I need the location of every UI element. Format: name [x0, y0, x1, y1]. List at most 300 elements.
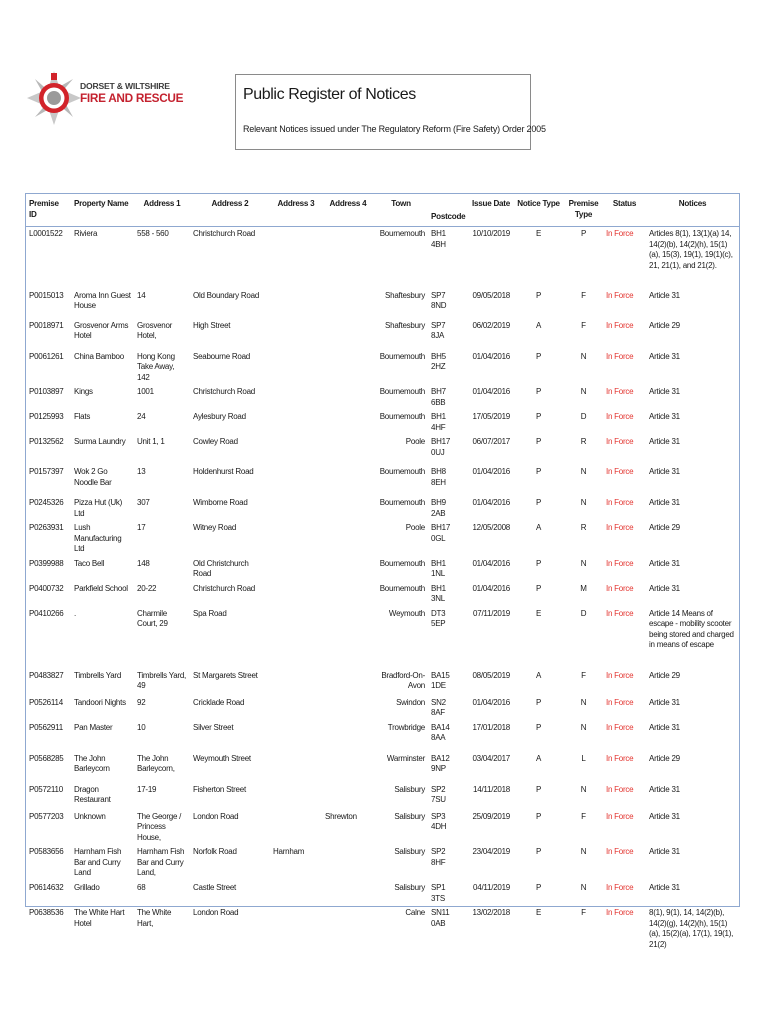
cell-issue-date: 17/05/2019 — [472, 412, 510, 421]
cell-issue-date: 03/04/2017 — [472, 753, 510, 763]
cell-town: Calne — [405, 908, 425, 917]
cell-postcode: SP3 4DH — [431, 811, 447, 831]
cell-notice-type: P — [535, 437, 542, 446]
cell-address2: London Road — [193, 908, 239, 917]
cell-premise-id: P0399988 — [29, 558, 64, 568]
cell-premise-id: P0483827 — [29, 670, 64, 680]
cell-notices: Article 29 — [649, 753, 680, 763]
cell-address4 — [322, 385, 374, 410]
table-row — [26, 227, 739, 289]
cell-address3 — [270, 696, 322, 721]
cell-property-name: Riviera — [74, 229, 98, 238]
cell-address1: Timbrells Yard, 49 — [137, 670, 187, 690]
cell-property-name: Surma Laundry — [74, 437, 126, 446]
cell-premise-type: N — [580, 351, 587, 361]
table-row — [26, 435, 739, 465]
cell-status: In Force — [606, 883, 634, 892]
cell-premise-type: N — [580, 498, 587, 507]
cell-property-name: Unknown — [74, 811, 106, 821]
cell-notice-type: P — [535, 290, 542, 300]
cell-property-name: Kings — [74, 387, 93, 396]
cell-premise-id: P0568285 — [29, 753, 64, 763]
col-status: Status — [612, 199, 637, 208]
cell-address2: Christchurch Road — [193, 583, 255, 593]
cell-town: Bournemouth — [379, 583, 425, 593]
cell-address4 — [322, 319, 374, 350]
cell-premise-type: D — [580, 608, 587, 618]
cell-status: In Force — [606, 784, 634, 794]
cell-address2: Spa Road — [193, 608, 227, 618]
table-row — [26, 721, 739, 752]
cell-notices: Article 31 — [649, 412, 680, 421]
cell-notices: Article 31 — [649, 351, 680, 361]
cell-premise-id: P0410266 — [29, 608, 64, 618]
cell-notice-type: P — [535, 722, 542, 732]
cell-status: In Force — [606, 498, 634, 507]
table-row — [26, 669, 739, 696]
cell-address2: Holdenhurst Road — [193, 467, 254, 476]
cell-postcode: BH17 0UJ — [431, 437, 451, 457]
cell-property-name: Pizza Hut (Uk) Ltd — [74, 498, 123, 518]
cell-property-name: The White Hart Hotel — [74, 908, 125, 928]
cell-premise-id: P0583656 — [29, 847, 64, 856]
cell-notices: Article 29 — [649, 523, 680, 532]
cell-address3 — [270, 881, 322, 906]
col-postcode-label: Postcode — [431, 211, 466, 221]
table-body — [26, 227, 739, 959]
cell-address3 — [270, 906, 322, 958]
cell-status: In Force — [606, 908, 634, 917]
table-row — [26, 521, 739, 557]
cell-property-name: . — [74, 608, 76, 618]
cell-issue-date: 07/11/2019 — [473, 608, 510, 618]
cell-address4 — [322, 435, 374, 465]
cell-property-name: Flats — [74, 412, 91, 421]
cell-address3 — [270, 607, 322, 669]
table-row — [26, 696, 739, 721]
cell-address4 — [322, 696, 374, 721]
cell-notices: Article 31 — [649, 437, 680, 446]
cell-property-name: Harnham Fish Bar and Curry Land — [74, 847, 122, 877]
col-address3: Address 3 — [277, 199, 315, 208]
cell-town: Bournemouth — [379, 351, 425, 361]
cell-notices: Article 31 — [649, 290, 680, 300]
cell-premise-id: P0157397 — [29, 467, 64, 476]
cell-status: In Force — [606, 467, 634, 476]
cell-issue-date: 23/04/2019 — [472, 847, 510, 856]
cell-premise-type: F — [581, 670, 586, 680]
cell-notice-type: P — [535, 784, 542, 794]
cell-address1: 558 - 560 — [137, 229, 169, 238]
cell-premise-type: L — [581, 753, 586, 763]
cell-address1: The White Hart, — [137, 908, 172, 928]
cell-address2: Silver Street — [193, 722, 234, 732]
cell-notice-type: P — [535, 811, 542, 821]
col-town: Town — [391, 199, 411, 208]
cell-status: In Force — [606, 811, 634, 821]
col-premise-id: Premise ID — [29, 199, 59, 219]
cell-notice-type: P — [535, 498, 542, 507]
cell-town: Poole — [405, 437, 425, 446]
cell-postcode: BA14 8AA — [431, 722, 450, 742]
cell-town: Bournemouth — [379, 558, 425, 568]
cell-property-name: Tandoori Nights — [74, 697, 126, 707]
col-notice-type: Notice Type — [517, 199, 560, 208]
cell-premise-id: P0061261 — [29, 351, 64, 361]
cell-postcode: BH8 8EH — [431, 467, 446, 487]
cell-postcode: BH1 1NL — [431, 558, 446, 578]
cell-issue-date: 09/05/2018 — [472, 290, 510, 300]
cell-town: Weymouth — [388, 608, 425, 618]
cell-notices: Article 31 — [649, 558, 680, 568]
cell-notice-type: P — [535, 883, 542, 892]
cell-notices: Article 31 — [649, 387, 680, 396]
cell-notices: Article 31 — [649, 498, 680, 507]
cell-issue-date: 08/05/2019 — [472, 670, 510, 680]
cell-address3 — [270, 435, 322, 465]
cell-notices: Article 31 — [649, 883, 680, 892]
cell-premise-type: N — [580, 387, 587, 396]
cell-town: Salisbury — [394, 811, 425, 821]
cell-premise-type: R — [580, 437, 587, 446]
cell-property-name: Aroma Inn Guest House — [74, 290, 131, 310]
cell-status: In Force — [606, 753, 634, 763]
cell-address3 — [270, 783, 322, 810]
cell-notice-type: A — [535, 523, 542, 532]
cell-address2: London Road — [193, 811, 239, 821]
cell-notice-type: P — [535, 351, 542, 361]
cell-town: Shaftesbury — [385, 320, 425, 330]
cell-notices: Article 31 — [649, 697, 680, 707]
cell-status: In Force — [606, 583, 634, 593]
cell-postcode: SP7 8ND — [431, 290, 447, 310]
cell-status: In Force — [606, 320, 634, 330]
cell-premise-type: N — [580, 883, 587, 892]
table-row — [26, 496, 739, 521]
table-row — [26, 557, 739, 582]
cell-address4 — [322, 410, 374, 435]
cell-address3 — [270, 669, 322, 696]
cell-issue-date: 06/07/2017 — [472, 437, 510, 446]
notices-table — [26, 194, 739, 958]
page-title: Public Register of Notices — [243, 86, 416, 103]
cell-premise-type: M — [580, 583, 587, 593]
cell-notices: Article 31 — [649, 847, 680, 856]
cell-address1: 148 — [137, 558, 150, 568]
col-address1: Address 1 — [143, 199, 181, 208]
cell-status: In Force — [606, 670, 634, 680]
cell-property-name: Wok 2 Go Noodle Bar — [74, 467, 112, 487]
cell-notice-type: E — [535, 229, 542, 238]
cell-address4 — [322, 752, 374, 783]
cell-address2: Christchurch Road — [193, 387, 255, 396]
cell-address1: The George / Princess House, — [137, 811, 182, 842]
cell-address2: Old Boundary Road — [193, 290, 260, 300]
cell-property-name: The John Barleycorn — [74, 753, 110, 773]
cell-premise-id: P0263931 — [29, 523, 64, 532]
cell-town: Salisbury — [394, 847, 425, 856]
cell-address4 — [322, 721, 374, 752]
cell-address2: Norfolk Road — [193, 847, 237, 856]
cell-address4 — [322, 557, 374, 582]
organisation-name-line1: DORSET & WILTSHIRE — [80, 81, 170, 91]
cell-notices: Article 31 — [649, 722, 680, 732]
cell-address3 — [270, 521, 322, 557]
cell-address4 — [322, 289, 374, 319]
cell-address4 — [322, 845, 374, 881]
cell-address3 — [270, 319, 322, 350]
cell-address2: Fisherton Street — [193, 784, 246, 794]
table-row — [26, 752, 739, 783]
cell-premise-type: N — [580, 784, 587, 794]
cell-address3 — [270, 582, 322, 607]
cell-postcode: BA12 9NP — [431, 753, 450, 773]
cell-status: In Force — [606, 290, 634, 300]
cell-address4 — [322, 465, 374, 496]
col-premise-type: Premise Type — [568, 199, 599, 219]
cell-postcode: SP1 3TS — [431, 883, 446, 903]
cell-address3 — [270, 410, 322, 435]
cell-address3: Harnham — [273, 847, 305, 856]
cell-notice-type: E — [535, 608, 542, 618]
organisation-logo — [27, 58, 184, 154]
cell-address4 — [322, 350, 374, 386]
cell-address3 — [270, 810, 322, 846]
cell-issue-date: 12/05/2008 — [472, 523, 510, 532]
cell-address1: Unit 1, 1 — [137, 437, 165, 446]
cell-premise-type: F — [581, 908, 586, 917]
cell-status: In Force — [606, 697, 634, 707]
cell-postcode: DT3 5EP — [431, 608, 446, 628]
cell-address1: 92 — [137, 697, 146, 707]
cell-town: Swindon — [396, 697, 425, 707]
notices-register — [25, 193, 740, 949]
cell-address3 — [270, 496, 322, 521]
cell-address4 — [322, 227, 374, 289]
organisation-name-line2: FIRE AND RESCUE — [80, 90, 184, 105]
cell-address3 — [270, 350, 322, 386]
cell-address2: Old Christchurch Road — [193, 558, 249, 578]
table-row — [26, 465, 739, 496]
cell-town: Bournemouth — [379, 387, 425, 396]
cell-premise-id: P0572110 — [29, 784, 63, 794]
table-row — [26, 319, 739, 350]
cell-status: In Force — [606, 387, 634, 396]
cell-premise-id: P0103897 — [29, 387, 64, 396]
table-row — [26, 810, 739, 846]
cell-town: Bournemouth — [379, 412, 425, 421]
table-row — [26, 410, 739, 435]
cell-postcode: BH17 0GL — [431, 523, 451, 543]
cell-postcode: SP2 7SU — [431, 784, 446, 804]
cell-notice-type: P — [535, 412, 542, 421]
cell-address3 — [270, 721, 322, 752]
cell-notices: Article 31 — [649, 583, 680, 593]
cell-town: Bournemouth — [379, 498, 425, 507]
cell-address2: Cowley Road — [193, 437, 238, 446]
cell-premise-id: P0018971 — [29, 320, 64, 330]
cell-address1: 24 — [137, 412, 146, 421]
table-row — [26, 289, 739, 319]
cell-town: Poole — [405, 523, 425, 532]
cell-status: In Force — [606, 351, 634, 361]
col-postcode — [428, 194, 466, 227]
cell-address2: Castle Street — [193, 883, 236, 892]
cell-address3 — [270, 385, 322, 410]
cell-town: Shaftesbury — [385, 290, 425, 300]
cell-status: In Force — [606, 608, 634, 618]
cell-premise-type: N — [580, 558, 587, 568]
cell-town: Salisbury — [394, 784, 425, 794]
cell-notices: Article 31 — [649, 784, 680, 794]
cell-notices: Article 14 Means of escape - mobility scooter being stored and charged in means of escape — [649, 608, 734, 649]
cell-issue-date: 25/09/2019 — [472, 811, 510, 821]
table-row — [26, 906, 739, 958]
cell-issue-date: 06/02/2019 — [472, 320, 510, 330]
cell-premise-type: F — [581, 320, 586, 330]
cell-postcode: BH7 6BB — [431, 387, 446, 407]
cell-address1: Grosvenor Hotel, — [137, 320, 173, 340]
cell-property-name: Grillado — [74, 883, 100, 892]
title-box — [235, 74, 546, 150]
cell-notice-type: E — [535, 908, 542, 917]
cell-address3 — [270, 289, 322, 319]
cell-property-name: Lush Manufacturing Ltd — [74, 523, 122, 553]
cell-issue-date: 14/11/2018 — [473, 784, 510, 794]
cell-premise-type: R — [580, 523, 587, 532]
cell-status: In Force — [606, 412, 634, 421]
cell-notice-type: A — [535, 670, 542, 680]
cell-notices: Article 31 — [649, 467, 680, 476]
cell-postcode: SP2 8HF — [431, 847, 446, 867]
table-row — [26, 845, 739, 881]
cell-notice-type: A — [535, 320, 542, 330]
col-address4: Address 4 — [329, 199, 367, 208]
table-row — [26, 881, 739, 906]
cell-premise-id: L0001522 — [29, 229, 63, 238]
cell-address4 — [322, 496, 374, 521]
cell-premise-id: P0400732 — [29, 583, 64, 593]
cell-address1: 17-19 — [137, 784, 157, 794]
cell-address2: St Margarets Street — [193, 670, 258, 680]
cell-address3 — [270, 557, 322, 582]
cell-premise-id: P0125993 — [29, 412, 64, 421]
cell-notice-type: P — [535, 558, 542, 568]
cell-address2: High Street — [193, 320, 231, 330]
cell-town: Warminster — [386, 753, 425, 763]
cell-premise-id: P0614632 — [29, 883, 64, 892]
table-row — [26, 783, 739, 810]
table-row — [26, 582, 739, 607]
fire-service-crest-icon — [27, 58, 83, 154]
cell-issue-date: 17/01/2018 — [472, 722, 510, 732]
cell-property-name: Dragon Restaurant — [74, 784, 111, 804]
cell-address4 — [322, 582, 374, 607]
cell-issue-date: 01/04/2016 — [472, 583, 510, 593]
table-header-row — [26, 194, 739, 227]
cell-notice-type: P — [535, 583, 542, 593]
cell-address1: 307 — [137, 498, 150, 507]
cell-property-name: Parkfield School — [74, 583, 128, 593]
cell-issue-date: 01/04/2016 — [472, 387, 510, 396]
cell-postcode: BH1 4HF — [431, 412, 446, 432]
cell-address2: Witney Road — [193, 523, 237, 532]
cell-status: In Force — [606, 229, 634, 238]
page-subtitle: Relevant Notices issued under The Regulatory Reform (Fire Safety) Order 2005 — [243, 124, 546, 134]
cell-premise-type: N — [580, 847, 587, 856]
cell-address1: 17 — [137, 523, 146, 532]
cell-notice-type: P — [535, 847, 542, 856]
cell-address2: Aylesbury Road — [193, 412, 246, 421]
cell-premise-type: N — [580, 467, 587, 476]
cell-address4: Shrewton — [325, 811, 357, 821]
cell-premise-type: N — [580, 697, 587, 707]
cell-premise-id: P0245326 — [29, 498, 64, 507]
cell-notice-type: P — [535, 467, 542, 476]
cell-town: Bournemouth — [379, 467, 425, 476]
cell-premise-id: P0562911 — [29, 722, 63, 732]
cell-address1: 14 — [137, 290, 146, 300]
cell-postcode: SN11 0AB — [431, 908, 450, 928]
cell-notices: 8(1), 9(1), 14, 14(2)(b), 14(2)(g), 14(2)(h), 15(1)(a), 15(2)(a), 17(1), 19(1), 21(2) — [649, 908, 734, 949]
cell-address4 — [322, 607, 374, 669]
cell-premise-type: D — [580, 412, 587, 421]
cell-issue-date: 04/11/2019 — [473, 883, 510, 892]
cell-address4 — [322, 521, 374, 557]
cell-issue-date: 01/04/2016 — [472, 351, 510, 361]
cell-town: Salisbury — [394, 883, 425, 892]
table-row — [26, 350, 739, 386]
cell-premise-type: P — [580, 229, 587, 238]
cell-address2: Christchurch Road — [193, 229, 255, 238]
cell-postcode: BA15 1DE — [431, 670, 450, 690]
cell-notices: Article 29 — [649, 670, 680, 680]
cell-issue-date: 01/04/2016 — [472, 498, 510, 507]
cell-address2: Weymouth Street — [193, 753, 251, 763]
cell-address1: 20-22 — [137, 583, 157, 593]
cell-property-name: Taco Bell — [74, 558, 105, 568]
cell-status: In Force — [606, 558, 634, 568]
col-property-name: Property Name — [74, 199, 129, 208]
table-row — [26, 385, 739, 410]
table-row — [26, 607, 739, 669]
cell-property-name: China Bamboo — [74, 351, 124, 361]
cell-address3 — [270, 465, 322, 496]
cell-status: In Force — [606, 523, 634, 532]
cell-address1: 10 — [137, 722, 146, 732]
cell-address1: Hong Kong Take Away, 142 — [137, 351, 175, 382]
cell-address1: The John Barleycorn, — [137, 753, 175, 773]
cell-premise-type: F — [581, 290, 586, 300]
cell-property-name: Timbrells Yard — [74, 670, 122, 680]
cell-notice-type: P — [535, 387, 542, 396]
cell-issue-date: 01/04/2016 — [472, 558, 510, 568]
cell-premise-type: N — [580, 722, 587, 732]
cell-postcode: SN2 8AF — [431, 697, 446, 717]
cell-town: Bournemouth — [379, 229, 425, 238]
cell-property-name: Pan Master — [74, 722, 113, 732]
cell-postcode: BH1 3NL — [431, 583, 446, 603]
cell-address1: Charmile Court, 29 — [137, 608, 168, 628]
cell-premise-id: P0577203 — [29, 811, 64, 821]
cell-premise-type: F — [581, 811, 586, 821]
cell-address3 — [270, 752, 322, 783]
cell-address4 — [322, 669, 374, 696]
cell-town: Trowbridge — [387, 722, 425, 732]
cell-postcode: SP7 8JA — [431, 320, 446, 340]
col-issue-date: Issue Date — [472, 199, 510, 208]
cell-postcode: BH5 2HZ — [431, 351, 446, 371]
